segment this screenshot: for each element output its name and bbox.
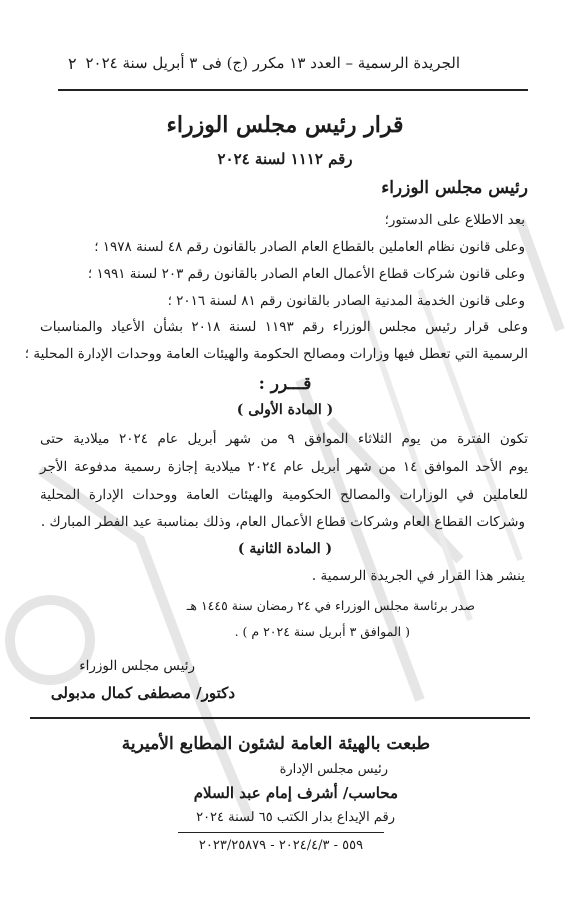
serial-number: ٥٥٩ - ٢٠٢٤/٤/٣ - ٢٠٢٣/٢٥٨٧٩ <box>198 838 364 853</box>
preamble-line: وعلى قانون شركات قطاع الأعمال العام الصادر بالقانون رقم ٢٠٣ لسنة ١٩٩١ ؛ <box>87 266 525 282</box>
issued-date-hijri: صدر برئاسة مجلس الوزراء في ٢٤ رمضان سنة ١٤٤٥ هـ <box>186 598 475 613</box>
board-chair-name: محاسب/ أشرف إمام عبد السلام <box>193 784 398 802</box>
printer-name: طبعت بالهيئة العامة لشئون المطابع الأميرية <box>121 734 430 754</box>
preamble-line: وعلى قانون نظام العاملين بالقطاع العام الصادر بالقانون رقم ٤٨ لسنة ١٩٧٨ ؛ <box>94 239 525 255</box>
decree-issuer: رئيس مجلس الوزراء <box>381 178 528 198</box>
page-number: ٢ <box>68 54 77 73</box>
article-1-line: وشركات القطاع العام وشركات قطاع الأعمال العام، وذلك بمناسبة عيد الفطر المبارك . <box>40 514 525 530</box>
article-2-text: ينشر هذا القرار في الجريدة الرسمية . <box>311 568 525 584</box>
article-1-line: للعاملين في الوزارات والمصالح الحكومية والهيئات العامة ووحدات الإدارة المحلية <box>40 487 528 503</box>
preamble-line: وعلى قرار رئيس مجلس الوزراء رقم ١١٩٣ لسنة ٢٠١٨ بشأن الأعياد والمناسبات <box>40 319 528 335</box>
decided-heading: قـــرر : <box>258 374 312 394</box>
decree-number: رقم ١١١٢ لسنة ٢٠٢٤ <box>217 150 353 168</box>
issued-date-gregorian: ( الموافق ٣ أبريل سنة ٢٠٢٤ م ) . <box>234 624 410 639</box>
preamble-line: الرسمية التي تعطل فيها وزارات ومصالح الحكومة والهيئات العامة ووحدات الإدارة المحلية ؛ <box>24 346 528 362</box>
preamble-line: بعد الاطلاع على الدستور؛ <box>384 212 525 228</box>
board-chair-role: رئيس مجلس الإدارة <box>279 762 388 777</box>
article-1-line: يوم الأحد الموافق ١٤ من شهر أبريل عام ٢٠٢٤ ميلادية إجازة رسمية مدفوعة الأجر <box>40 459 528 475</box>
decree-title: قرار رئيس مجلس الوزراء <box>166 112 404 138</box>
article-1-heading: ( المادة الأولى ) <box>236 402 334 418</box>
gazette-header-line: الجريدة الرسمية – العدد ١٣ مكرر (ج) فى ٣ أبريل سنة ٢٠٢٤ <box>85 54 460 72</box>
preamble-line: وعلى قانون الخدمة المدنية الصادر بالقانون رقم ٨١ لسنة ٢٠١٦ ؛ <box>167 293 525 309</box>
header-divider <box>58 89 528 91</box>
footer-divider <box>30 717 530 719</box>
article-2-heading: ( المادة الثانية ) <box>237 541 333 557</box>
article-1-line: تكون الفترة من يوم الثلاثاء الموافق ٩ من شهر أبريل عام ٢٠٢٤ ميلادية حتى <box>40 431 528 447</box>
deposit-number: رقم الإيداع بدار الكتب ٦٥ لسنة ٢٠٢٤ <box>196 810 395 825</box>
signature-role: رئيس مجلس الوزراء <box>79 658 195 674</box>
signature-name: دكتور/ مصطفى كمال مدبولى <box>50 684 235 702</box>
